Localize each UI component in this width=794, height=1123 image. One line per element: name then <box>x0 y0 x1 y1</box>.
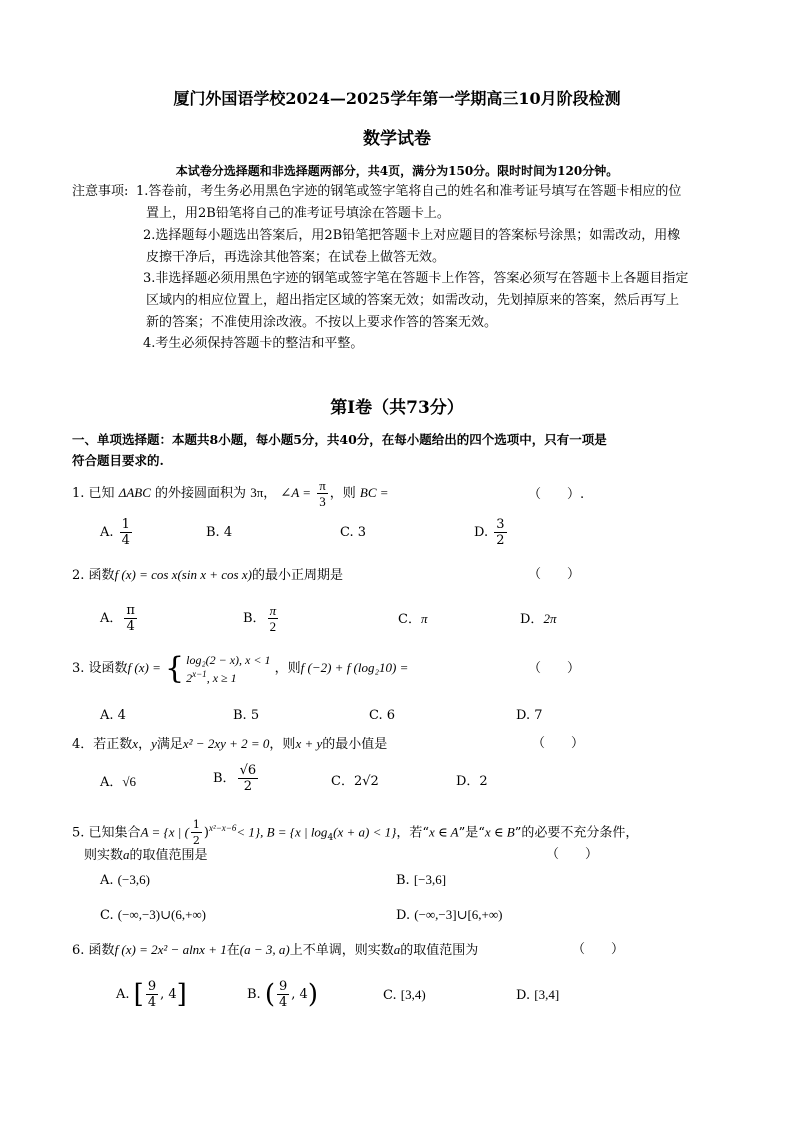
q6-option-c[interactable]: C. [3,4) <box>383 987 426 1003</box>
q1-option-c[interactable]: C. 3 <box>340 525 367 540</box>
q6-option-a[interactable]: A. [ $\frac{9}{4}$ , 4] <box>116 979 187 1010</box>
q2-option-a[interactable]: A． $\frac{\pi}{4}$ <box>100 603 135 634</box>
question-6-paren: （ ） <box>572 942 625 957</box>
question-1-paren: （ ）. <box>528 487 585 502</box>
question-4: 4．若正数x，y满足x² − 2xy + 2 = 0，则x + y的最小值是 <box>72 736 388 752</box>
q4-option-c[interactable]: C．2√2 <box>331 774 379 789</box>
question-5-paren: （ ） <box>546 847 599 862</box>
q2-option-c[interactable]: C．π <box>398 611 428 627</box>
note-3c: 新的答案；不准使用涂改液。不按以上要求作答的答案无效。 <box>146 315 498 330</box>
q1-option-d[interactable]: D. $\frac{3}{2}$ <box>474 517 505 548</box>
question-2-paren: （ ） <box>528 567 581 582</box>
note-1a: 1.答卷前，考生务必用黑色字迹的钢笔或签字笔将自己的姓名和准考证号填写在答题卡相应的位 <box>136 184 682 199</box>
question-3: 3. 设函数f (x) = { log₂(2 − x), x < 1 $2^{x-1}$, x ≥ 1 ，则f (−2) + f (log₂10) = <box>72 650 409 686</box>
note-2b: 皮擦干净后，再选涂其他答案；在试卷上做答无效。 <box>146 250 446 265</box>
q2-option-b[interactable]: B． $\frac{\pi}{2}$ <box>243 603 277 634</box>
note-2a: 2.选择题每小题选出答案后，用2B铅笔把答题卡上对应题目的答案标号涂黑；如需改动，用橡 <box>143 228 681 243</box>
q4-option-d[interactable]: D．2 <box>456 774 488 789</box>
exam-intro: 本试卷分选择题和非选择题两部分，共4页，满分为150分。限时时间为120分钟。 <box>175 164 619 178</box>
note-4: 4.考生必须保持答题卡的整洁和平整。 <box>143 336 364 351</box>
q1-option-b[interactable]: B. 4 <box>206 525 233 540</box>
question-5: 5. 已知集合A = {x | ( $\frac{1}{2}$ )$^{x^2-x-6}$< 1}, B = {x | $\log_4(x + a) < 1$}，若“x ∈ A”是“x ∈ B”的必要不充分条件， <box>72 818 639 848</box>
q5-option-d[interactable]: D. (−∞,−3]∪[6,+∞) <box>396 907 503 923</box>
q4-option-a[interactable]: A．√6 <box>100 774 137 790</box>
exam-title: 厦门外国语学校2024—2025学年第一学期高三10月阶段检测 <box>173 89 621 108</box>
exam-subtitle: 数学试卷 <box>363 129 431 149</box>
q3-option-b[interactable]: B. 5 <box>233 708 260 723</box>
question-6: 6. 函数f (x) = 2x² − alnx + 1在(a − 3, a)上不单调，则实数a的取值范围为 <box>72 942 479 958</box>
q2-option-d[interactable]: D．2π <box>520 611 557 627</box>
question-3-paren: （ ） <box>528 661 581 676</box>
section-heading-b: 符合题目要求的. <box>72 453 164 468</box>
q5-option-a[interactable]: A. (−3,6) <box>100 872 150 888</box>
q4-option-b[interactable]: B． $\frac{√6}{2}$ <box>213 763 257 794</box>
q5-option-c[interactable]: C. (−∞,−3)∪(6,+∞) <box>100 907 207 923</box>
q3-option-a[interactable]: A. 4 <box>100 708 126 723</box>
part-title: 第Ⅰ卷（共73分） <box>330 398 464 418</box>
question-1: 1. 已知 ΔABC 的外接圆面积为 3π， ∠A = $\frac{\pi}{3}$ ，则 BC = <box>72 478 389 509</box>
notes-label: 注意事项: <box>72 184 129 199</box>
question-4-paren: （ ） <box>532 736 585 751</box>
question-5-line2: 则实数a的取值范围是 <box>84 847 208 863</box>
q3-option-c[interactable]: C. 6 <box>369 708 396 723</box>
note-1b: 置上，用2B铅笔将自己的准考证号填涂在答题卡上。 <box>146 206 450 221</box>
q6-option-d[interactable]: D. [3,4] <box>516 987 560 1003</box>
q5-option-b[interactable]: B. [−3,6] <box>396 872 447 888</box>
section-heading-a: 一、单项选择题：本题共8小题，每小题5分，共40分，在每小题给出的四个选项中，只有一项是 <box>72 432 607 447</box>
q6-option-b[interactable]: B. ( $\frac{9}{4}$ , 4) <box>247 979 318 1010</box>
q1-option-a[interactable]: A. $\frac{1}{4}$ <box>100 517 130 548</box>
question-2: 2. 函数f (x) = cos x(sin x + cos x)的最小正周期是 <box>72 567 343 583</box>
note-3a: 3.非选择题必须用黑色字迹的钢笔或签字笔在答题卡上作答，答案必须写在答题卡上各题目指定 <box>143 271 689 286</box>
note-3b: 区域内的相应位置上，超出指定区域的答案无效；如需改动，先划掉原来的答案，然后再写上 <box>146 293 680 308</box>
q3-option-d[interactable]: D. 7 <box>516 708 543 723</box>
